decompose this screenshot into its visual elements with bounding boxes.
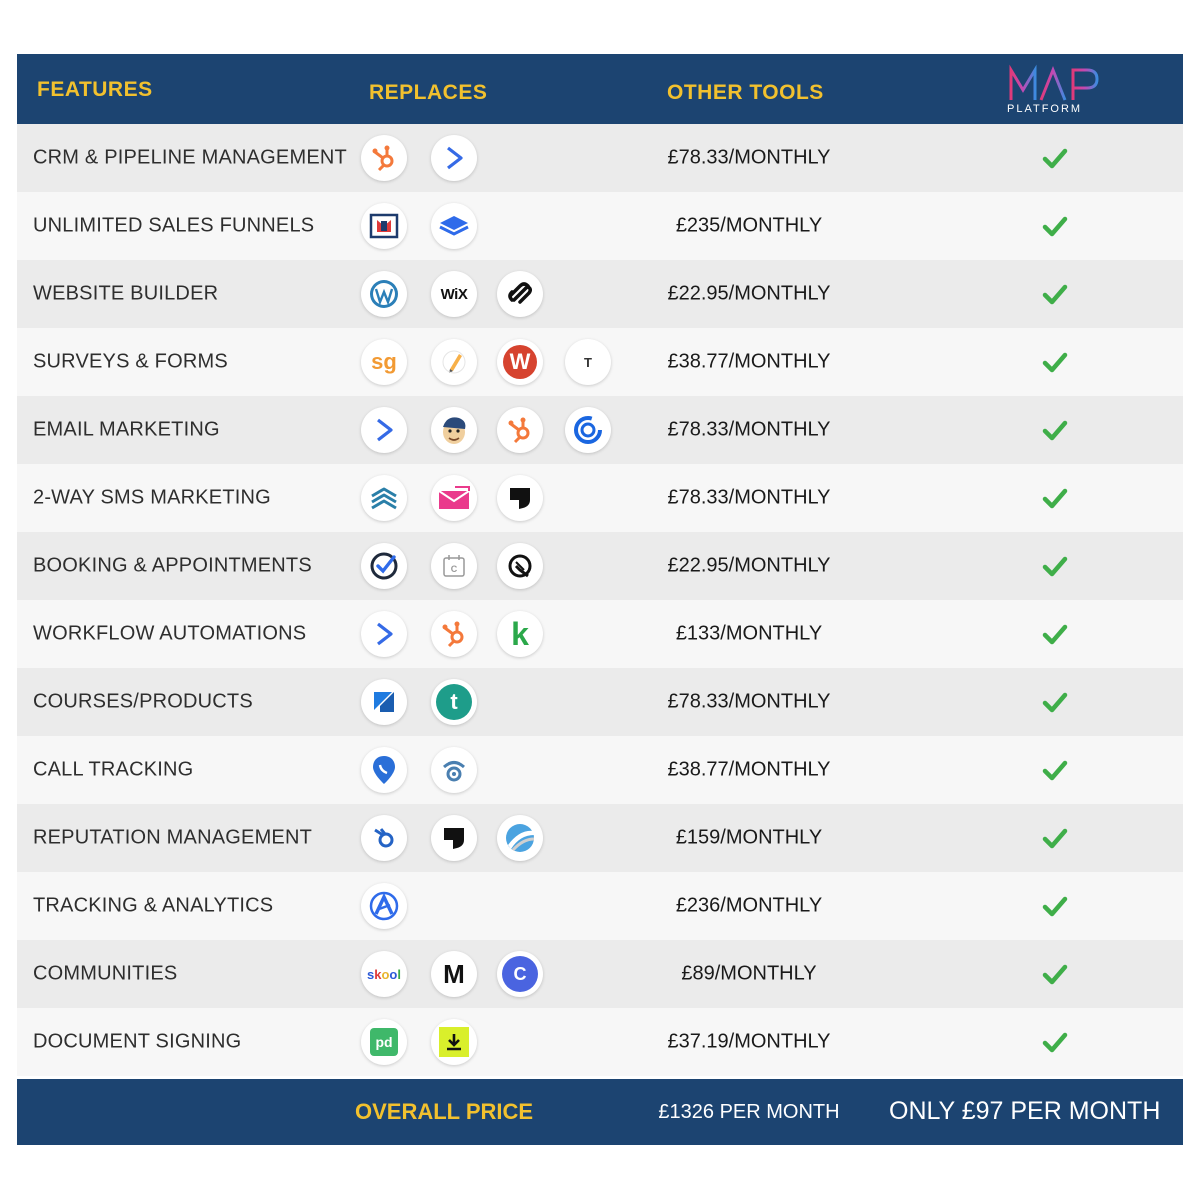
skool-icon: skool xyxy=(361,951,407,997)
checkmark-icon xyxy=(1042,554,1068,578)
table-row xyxy=(17,804,1183,872)
other-tools-price: £159/MONTHLY xyxy=(675,826,823,849)
clickfunnels-icon xyxy=(361,203,407,249)
features-header: FEATURES xyxy=(37,78,153,101)
squarespace-icon xyxy=(497,271,543,317)
table-row xyxy=(17,260,1183,328)
table-row xyxy=(17,600,1183,668)
replaced-tools xyxy=(361,668,651,736)
table-row xyxy=(17,940,1183,1008)
table-row xyxy=(17,396,1183,464)
replaced-tools xyxy=(361,600,651,668)
table-row xyxy=(17,1008,1183,1076)
surveygizmo-icon: sg xyxy=(361,339,407,385)
table-row xyxy=(17,668,1183,736)
circle-icon: C xyxy=(497,951,543,997)
checkmark-icon xyxy=(1042,894,1068,918)
mailchimp-icon xyxy=(431,407,477,453)
feature-label: TRACKING & ANALYTICS xyxy=(33,894,274,917)
map-platform-logo xyxy=(1007,64,1107,118)
booking-q-icon xyxy=(497,543,543,589)
other-tools-price: £22.95/MONTHLY xyxy=(667,554,831,577)
hubspot-icon xyxy=(431,611,477,657)
calendly-icon xyxy=(431,543,477,589)
replaced-tools xyxy=(361,396,651,464)
pandadoc-icon: pd xyxy=(361,1019,407,1065)
replaced-tools xyxy=(361,532,651,600)
feature-label: EMAIL MARKETING xyxy=(33,418,220,441)
table-row xyxy=(17,328,1183,396)
reputation-icon xyxy=(497,815,543,861)
activecampaign-icon xyxy=(361,611,407,657)
feature-label: COURSES/PRODUCTS xyxy=(33,690,253,713)
feature-label: REPUTATION MANAGEMENT xyxy=(33,826,313,849)
teachable-icon: t xyxy=(431,679,477,725)
leadpages-icon xyxy=(431,203,477,249)
checkmark-icon xyxy=(1042,622,1068,646)
other-tools-price: £89/MONTHLY xyxy=(681,962,817,985)
comparison-table xyxy=(17,54,1183,1145)
replaced-tools xyxy=(361,940,651,1008)
other-tools-price: £235/MONTHLY xyxy=(675,214,823,237)
checkmark-icon xyxy=(1042,758,1068,782)
docusign-icon xyxy=(431,1019,477,1065)
calltracking-icon xyxy=(431,747,477,793)
feature-label: CRM & PIPELINE MANAGEMENT xyxy=(33,146,347,169)
other-tools-price: £22.95/MONTHLY xyxy=(667,282,831,305)
replaced-tools xyxy=(361,124,651,192)
checkmark-icon xyxy=(1042,1030,1068,1054)
constantcontact-icon xyxy=(565,407,611,453)
other-tools-price: £78.33/MONTHLY xyxy=(667,486,831,509)
other-tools-price: £38.77/MONTHLY xyxy=(667,758,831,781)
overall-price-label: OVERALL PRICE xyxy=(355,1099,534,1124)
map-platform-price: ONLY £97 PER MONTH xyxy=(889,1097,1161,1125)
checkmark-icon xyxy=(1042,214,1068,238)
feature-label: COMMUNITIES xyxy=(33,962,178,985)
feature-label: CALL TRACKING xyxy=(33,758,194,781)
hubspot-icon xyxy=(361,135,407,181)
checkmark-icon xyxy=(1042,418,1068,442)
other-tools-price: £37.19/MONTHLY xyxy=(667,1030,831,1053)
replaced-tools xyxy=(361,872,651,940)
checkmark-icon xyxy=(1042,962,1068,986)
table-row xyxy=(17,192,1183,260)
mighty-icon: M xyxy=(431,951,477,997)
other-tools-price: £78.33/MONTHLY xyxy=(667,418,831,441)
table-row xyxy=(17,532,1183,600)
feature-label: WEBSITE BUILDER xyxy=(33,282,219,305)
kajabi-icon xyxy=(361,679,407,725)
other-tools-price: £38.77/MONTHLY xyxy=(667,350,831,373)
typeform-icon: T xyxy=(565,339,611,385)
feature-label: UNLIMITED SALES FUNNELS xyxy=(33,214,315,237)
feature-label: SURVEYS & FORMS xyxy=(33,350,228,373)
checkmark-icon xyxy=(1042,826,1068,850)
replaced-tools xyxy=(361,804,651,872)
logo-sub-text: PLATFORM xyxy=(1007,103,1083,115)
birdeye-icon xyxy=(361,815,407,861)
table-row xyxy=(17,872,1183,940)
hubspot-icon xyxy=(497,407,543,453)
other-tools-price: £78.33/MONTHLY xyxy=(667,146,831,169)
feature-label: DOCUMENT SIGNING xyxy=(33,1030,242,1053)
acuity-icon xyxy=(361,543,407,589)
feature-label: BOOKING & APPOINTMENTS xyxy=(33,554,312,577)
checkmark-icon xyxy=(1042,282,1068,306)
replaced-tools xyxy=(361,1008,651,1076)
activecampaign-icon xyxy=(361,407,407,453)
overall-price-total: £1326 PER MONTH xyxy=(658,1101,840,1123)
podium-icon xyxy=(497,475,543,521)
wordpress-icon xyxy=(361,271,407,317)
other-tools-price: £236/MONTHLY xyxy=(675,894,823,917)
table-row xyxy=(17,464,1183,532)
sms-envelope-icon xyxy=(431,475,477,521)
podium-icon xyxy=(431,815,477,861)
other-tools-price: £133/MONTHLY xyxy=(675,622,823,645)
jotform-icon xyxy=(431,339,477,385)
table-row xyxy=(17,736,1183,804)
checkmark-icon xyxy=(1042,486,1068,510)
activecampaign-icon xyxy=(431,135,477,181)
sms-layers-icon xyxy=(361,475,407,521)
wix-icon: WiX xyxy=(431,271,477,317)
checkmark-icon xyxy=(1042,146,1068,170)
wufoo-icon: W xyxy=(497,339,543,385)
other-tools-header: OTHER TOOLS xyxy=(667,81,824,104)
table-header xyxy=(17,54,1183,124)
table-row xyxy=(17,124,1183,192)
checkmark-icon xyxy=(1042,350,1068,374)
replaces-header: REPLACES xyxy=(369,81,488,104)
analytics-icon xyxy=(361,883,407,929)
checkmark-icon xyxy=(1042,690,1068,714)
keap-icon: k xyxy=(497,611,543,657)
replaced-tools xyxy=(361,736,651,804)
other-tools-price: £78.33/MONTHLY xyxy=(667,690,831,713)
replaced-tools xyxy=(361,464,651,532)
svg-text:C: C xyxy=(450,564,458,574)
feature-label: 2-WAY SMS MARKETING xyxy=(33,486,271,509)
replaced-tools xyxy=(361,192,651,260)
callrail-icon xyxy=(361,747,407,793)
feature-label: WORKFLOW AUTOMATIONS xyxy=(33,622,307,645)
replaced-tools xyxy=(361,260,651,328)
table-footer xyxy=(17,1079,1183,1145)
replaced-tools xyxy=(361,328,651,396)
